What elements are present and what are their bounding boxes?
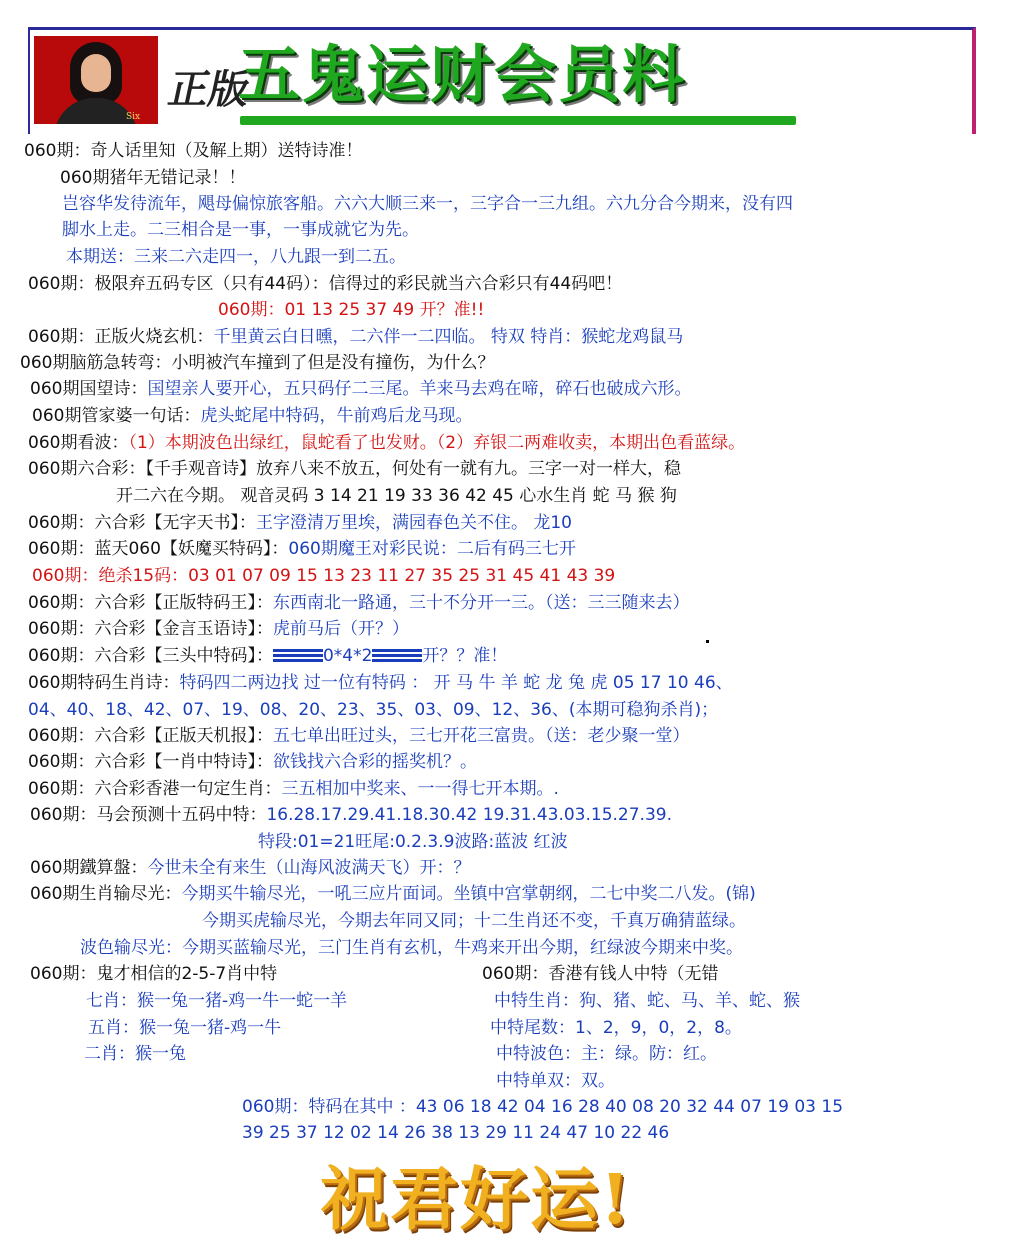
label-kanbo: 060期看波：: [28, 433, 129, 453]
label-tianji: 060期：六合彩【正版天机报】：: [28, 726, 273, 746]
text-santou: 0*4*2: [322, 646, 373, 666]
right-title: 060期：香港有钱人中特（无错: [482, 964, 719, 984]
line-guanyin-2: 开二六在今期。 观音灵码 3 14 21 19 33 36 42 45 心水生肖 蛇 马 猴 狗: [116, 486, 677, 506]
label-tiesuanpan: 060期鐵算盤：: [30, 858, 148, 878]
right-danshuang: 中特单双：双。: [496, 1071, 615, 1091]
right-bose: 中特波色：主：绿。防：红。: [496, 1044, 717, 1064]
line-shengxiao-poem: [28, 672, 733, 694]
line-tianshu: [28, 512, 572, 534]
line-number-list: 04、40、18、42、07、19、08、20、23、35、03、09、12、36、(本期可稳狗杀肖)；: [28, 700, 719, 720]
stripe-decor-2: [372, 649, 422, 663]
text-tianji: 五七单出旺过头，三七开花三富贵。（送：老少聚一堂）: [272, 726, 690, 746]
line-tiesuanpan: [30, 857, 470, 879]
label-huoshao: 060期：正版火烧玄机：: [28, 327, 214, 347]
line-mahui: [30, 804, 672, 826]
line-guanjiapo: [32, 405, 472, 427]
left-title: 060期：鬼才相信的2-5-7肖中特: [30, 964, 278, 984]
line-teduan: 特段:01=21旺尾:0.2.3.9波路:蓝波 红波: [258, 832, 568, 852]
text-kanbo: （1）本期波色出绿红，鼠蛇看了也发财。（2）弃银二两难收卖，本期出色看蓝绿。: [128, 433, 746, 453]
line-guowang: [30, 378, 691, 400]
line-poem-1: 岂容华发待流年，飓母偏惊旅客船。六六大顺三来一，三字合一三九组。六九分合今期来，没有四: [62, 194, 793, 214]
line-tema-list-2: 39 25 37 12 02 14 26 38 13 29 11 24 47 10 22 46: [242, 1123, 670, 1143]
label-yaomo: 060期：蓝天060【妖魔买特码】：: [28, 539, 289, 559]
line-limit-44: 060期：极限弃五码专区（只有44码）：信得过的彩民就当六合彩只有44码吧！: [28, 274, 623, 294]
line-poem-2: 脚水上走。二三相合是一事，一事成就它为先。: [62, 220, 419, 240]
text-guanjiapo: 虎头蛇尾中特码，牛前鸡后龙马现。: [200, 406, 473, 426]
text-mahui: 16.28.17.29.41.18.30.42 19.31.43.03.15.27.39.: [266, 805, 672, 825]
line-riddle: 060期脑筋急转弯：小明被汽车撞到了但是没有撞伤，为什么？: [20, 353, 495, 373]
line-huoshao: [28, 326, 683, 348]
portrait-caption: Six: [126, 112, 141, 122]
text-tiesuanpan: 今世未全有来生（山海风波满天飞）开：？: [147, 858, 471, 878]
label-guanjiapo: 060期管家婆一句话：: [32, 406, 201, 426]
line-shuguang-2: 今期买虎输尽光，今期去年同又同；十二生肖还不变，千真万确猜蓝绿。: [202, 911, 746, 931]
line-hongkong: [28, 778, 559, 800]
label-shuguang: 060期生肖输尽光：: [30, 884, 182, 904]
text-yixiao: 欲钱找六合彩的摇奖机？。: [272, 752, 477, 772]
line-jinyan: [28, 618, 409, 640]
text-santou-open: 开？？准！: [422, 646, 508, 666]
text-shuguang: 今期买牛输尽光，一吼三应片面词。坐镇中宫掌朝纲，二七中奖二八发。(锦): [181, 884, 756, 904]
line-bose: 波色输尽光：今期买蓝输尽光，三门生肖有玄机，牛鸡来开出今期，红绿波今期来中奖。: [80, 938, 743, 958]
line-temawang: [28, 592, 689, 614]
right-shengxiao: 中特生肖：狗、猪、蛇、马、羊、蛇、猴: [494, 991, 800, 1011]
label-santou: 060期：六合彩【三头中特码】：: [28, 646, 273, 666]
line-shuguang-1: [30, 883, 756, 905]
line-santou: [28, 645, 507, 667]
text-huoshao: 千里黄云白日曛，二六伴一二四临。 特双 特肖：猴蛇龙鸡鼠马: [213, 327, 684, 347]
left-two-xiao: 二肖：猴一兔: [84, 1044, 186, 1064]
stripe-decor-1: [273, 649, 323, 663]
zheng-ban-logo: 正版: [164, 66, 255, 113]
line-yixiao: [28, 751, 477, 773]
line-gift: 本期送：三来二六走四一，八九跟一到二五。: [66, 247, 406, 267]
line-tema-list-1: 060期：特码在其中 ：43 06 18 42 04 16 28 40 08 20 32 44 07 19 03 15: [242, 1097, 844, 1117]
label-hongkong: 060期：六合彩香港一句定生肖：: [28, 779, 282, 799]
text-tianshu: 王字澄清万里埃，满园春色关不住。 龙10: [255, 513, 572, 533]
stray-dot: [706, 640, 709, 643]
text-shengxiao-poem: 特码四二两边找 过一位有特码 ： 开 马 牛 羊 蛇 龙 兔 虎 05 17 10 46、: [179, 673, 733, 693]
label-tianshu: 060期：六合彩【无字天书】：: [28, 513, 256, 533]
title-underline: [240, 116, 796, 125]
label-mahui: 060期：马会预测十五码中特：: [30, 805, 267, 825]
line-open-numbers: 060期：01 13 25 37 49 开？准!!: [218, 300, 485, 320]
line-yaomo: [28, 538, 576, 560]
text-hongkong: 三五相加中奖来、一一得七开本期。.: [281, 779, 559, 799]
line-record: 060期猪年无错记录！！: [60, 168, 246, 188]
label-jinyan: 060期：六合彩【金言玉语诗】：: [28, 619, 273, 639]
text-temawang: 东西南北一路通，三十不分开一三。（送：三三随来去）: [272, 593, 690, 613]
line-kill-15: 060期：绝杀15码：03 01 07 09 15 13 23 11 27 35 25 31 45 41 43 39: [32, 566, 616, 586]
label-temawang: 060期：六合彩【正版特码王】：: [28, 593, 273, 613]
portrait-face: [81, 54, 111, 92]
left-five-xiao: 五肖：猴一兔一猪-鸡一牛: [88, 1018, 282, 1038]
text-guowang: 国望亲人要开心，五只码仔二三尾。羊来马去鸡在啼，碎石也破成六形。: [147, 379, 692, 399]
label-yixiao: 060期：六合彩【一肖中特诗】：: [28, 752, 273, 772]
left-seven-xiao: 七肖：猴一兔一猪-鸡一牛一蛇一羊: [86, 991, 348, 1011]
good-luck-banner: 祝君好运!: [320, 1160, 632, 1240]
line-guanyin-1: 060期六合彩：【千手观音诗】放弃八来不放五，何处有一就有九。三字一对一样大，稳: [28, 459, 681, 479]
line-kanbo: [28, 432, 745, 454]
line-qiren: 060期：奇人话里知（及解上期）送特诗准！: [24, 141, 363, 161]
text-jinyan: 虎前马后（开？）: [272, 619, 409, 639]
label-shengxiao-poem: 060期特码生肖诗：: [28, 673, 180, 693]
line-tianji: [28, 725, 689, 747]
label-guowang: 060期国望诗：: [30, 379, 148, 399]
text-yaomo: 060期魔王对彩民说：二后有码三七开: [288, 539, 576, 559]
page-title: 五鬼运财会员料: [238, 38, 687, 111]
portrait-image: [34, 36, 158, 124]
right-weishu: 中特尾数：1、2，9，0，2，8。: [490, 1018, 742, 1038]
